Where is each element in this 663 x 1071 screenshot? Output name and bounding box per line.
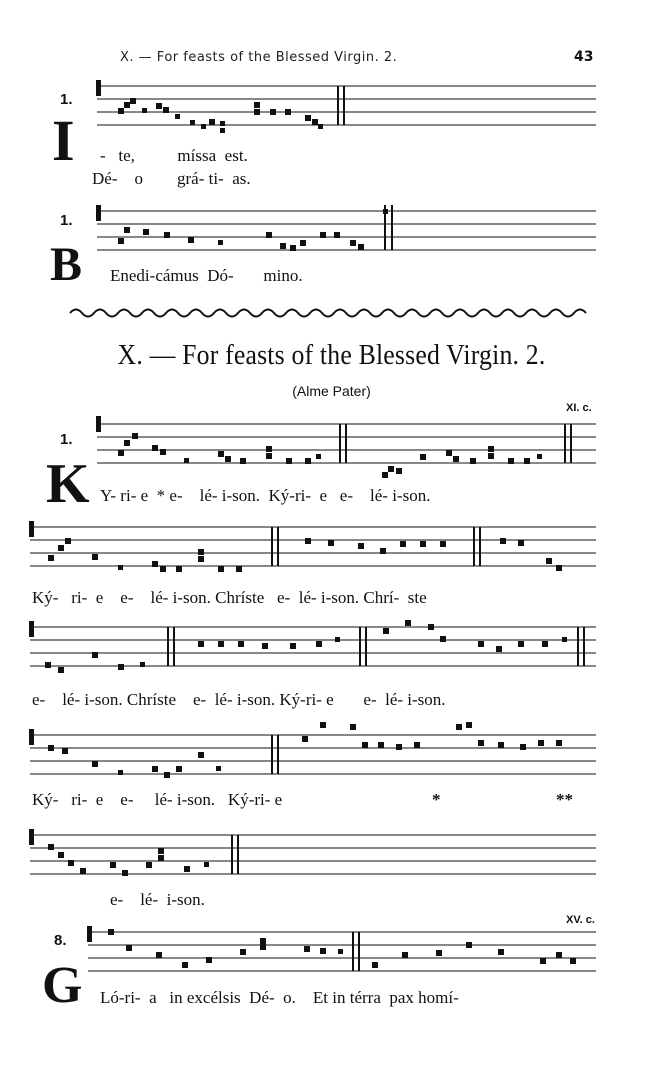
kyrie-chant-number: 1.: [60, 431, 73, 448]
clef-icon: [87, 926, 92, 942]
ite-lyric-line-1: - te, míssa est.: [100, 146, 248, 165]
ite-lyric-line-2: Dé- o grá- ti- as.: [92, 169, 251, 188]
section-title: X. — For feasts of the Blessed Virgin. 2.: [117, 340, 546, 371]
gloria-neumes: [108, 929, 576, 968]
single-star-mark: *: [432, 790, 441, 809]
kyrie-initial-letter: K: [46, 453, 90, 515]
gloria-chant-number: 8.: [54, 932, 67, 949]
kyrie-lyric-line-2: Ký- ri- e e- lé- i-son. Chríste e- lé- i-son. Chrí- ste: [32, 588, 427, 607]
kyrie-lyric-line-5: e- lé- i-son.: [110, 890, 205, 909]
ite-initial-letter: I: [52, 108, 75, 173]
kyrie-source-tag: XI. c.: [566, 402, 592, 414]
benedicamus-lyric-line-1: Enedi-cámus Dó- mino.: [110, 266, 303, 285]
gloria-source-tag: XV. c.: [566, 914, 595, 926]
kyrie-lyric-line-1: Y- ri- e * e- lé- i-son. Ký-ri- e e- lé- i-son.: [100, 486, 431, 505]
section-subtitle: (Alme Pater): [292, 383, 371, 399]
gloria-lyric-line-1: Ló-ri- a in excélsis Dé- o. Et in térra pax homí-: [100, 988, 459, 1007]
benedicamus-initial-letter: B: [50, 238, 83, 291]
running-head: X. — For feasts of the Blessed Virgin. 2.: [120, 50, 398, 65]
benedicamus-chant-number: 1.: [60, 212, 73, 229]
ite-chant-number: 1.: [60, 91, 73, 108]
kyrie-lyric-line-4: Ký- ri- e e- lé- i-son. Ký-ri- e: [32, 790, 283, 809]
page-number: 43: [574, 49, 594, 65]
gloria-initial-letter: G: [42, 957, 83, 1014]
double-star-mark: **: [556, 790, 573, 809]
kyrie-lyric-line-3: e- lé- i-son. Chríste e- lé- i-son. Ký-ri- e e- lé- i-son.: [32, 690, 446, 709]
